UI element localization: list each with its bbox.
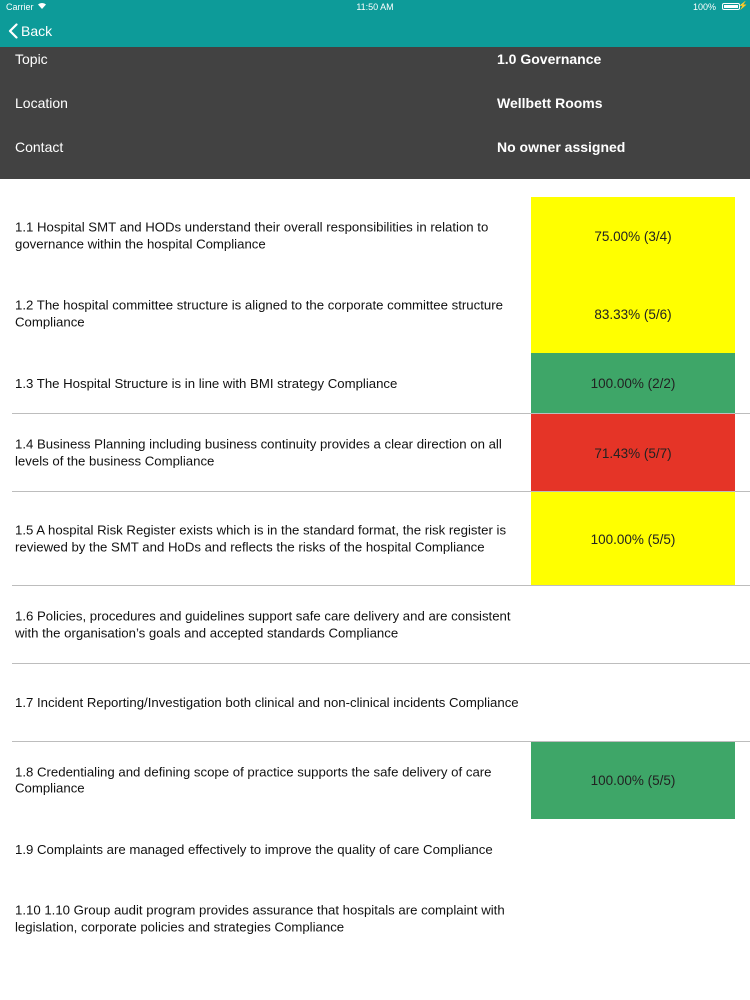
item-text: 1.1 Hospital SMT and HODs understand their overall responsibilities in relation to governance within the hospital Compliance <box>15 219 489 251</box>
compliance-list <box>0 197 750 958</box>
item-text: 1.5 A hospital Risk Register exists which is in the standard format, the risk register is reviewed by the SMT and HoDs and reflects the risks of the hospital Compliance <box>15 522 507 554</box>
item-text: 1.7 Incident Reporting/Investigation both clinical and non-clinical incidents Compliance <box>15 694 519 710</box>
list-item[interactable] <box>0 742 750 819</box>
list-item[interactable] <box>0 880 750 958</box>
item-text: 1.10 1.10 Group audit program provides assurance that hospitals are complaint with legislation, corporate policies and strategies Compliance <box>15 902 505 934</box>
list-item[interactable] <box>0 353 750 414</box>
status-bar <box>0 0 750 14</box>
location-label: Location <box>15 95 68 111</box>
list-item[interactable] <box>0 197 750 275</box>
compliance-score <box>531 586 735 664</box>
compliance-score: 83.33% (5/6) <box>531 275 735 353</box>
compliance-score: 71.43% (5/7) <box>531 414 735 492</box>
item-text: 1.2 The hospital committee structure is aligned to the corporate committee structure Compliance <box>15 297 503 329</box>
compliance-score <box>531 664 735 742</box>
contact-label: Contact <box>15 139 64 155</box>
location-row <box>0 92 750 114</box>
topic-label: Topic <box>15 51 48 67</box>
item-text: 1.9 Complaints are managed effectively to improve the quality of care Compliance <box>15 841 493 857</box>
compliance-score: 75.00% (3/4) <box>531 197 735 275</box>
list-item[interactable] <box>0 275 750 353</box>
location-value: Wellbett Rooms <box>497 95 603 111</box>
item-text: 1.6 Policies, procedures and guidelines support safe care delivery and are consistent with the organisation’s goals and accepted standards Compliance <box>15 608 511 640</box>
item-text: 1.3 The Hospital Structure is in line with BMI strategy Compliance <box>15 375 398 391</box>
compliance-score <box>531 819 735 880</box>
contact-value: No owner assigned <box>497 139 626 155</box>
chevron-left-icon <box>8 23 18 39</box>
list-item[interactable] <box>0 664 750 742</box>
topic-row <box>0 48 750 70</box>
list-item[interactable] <box>0 414 750 492</box>
list-item[interactable] <box>0 492 750 586</box>
back-label: Back <box>21 23 53 39</box>
navigation-bar <box>0 14 750 47</box>
compliance-score: 100.00% (5/5) <box>531 492 735 586</box>
charging-icon: ⚡ <box>738 1 748 10</box>
contact-row <box>0 136 750 158</box>
compliance-score: 100.00% (5/5) <box>531 742 735 819</box>
clock: 11:50 AM <box>356 2 394 12</box>
compliance-score: 100.00% (2/2) <box>531 353 735 414</box>
list-item[interactable] <box>0 586 750 664</box>
item-text: 1.4 Business Planning including business continuity provides a clear direction on all levels of the business Compliance <box>15 436 502 468</box>
carrier-label: Carrier <box>6 2 34 12</box>
battery-percentage: 100% <box>692 2 716 12</box>
list-item[interactable] <box>0 819 750 880</box>
item-text: 1.8 Credentialing and defining scope of practice supports the safe delivery of care Compliance <box>15 764 492 796</box>
compliance-score <box>531 880 735 958</box>
topic-value: 1.0 Governance <box>497 51 602 67</box>
topic-info-panel <box>0 47 750 179</box>
back-button[interactable] <box>8 20 52 42</box>
